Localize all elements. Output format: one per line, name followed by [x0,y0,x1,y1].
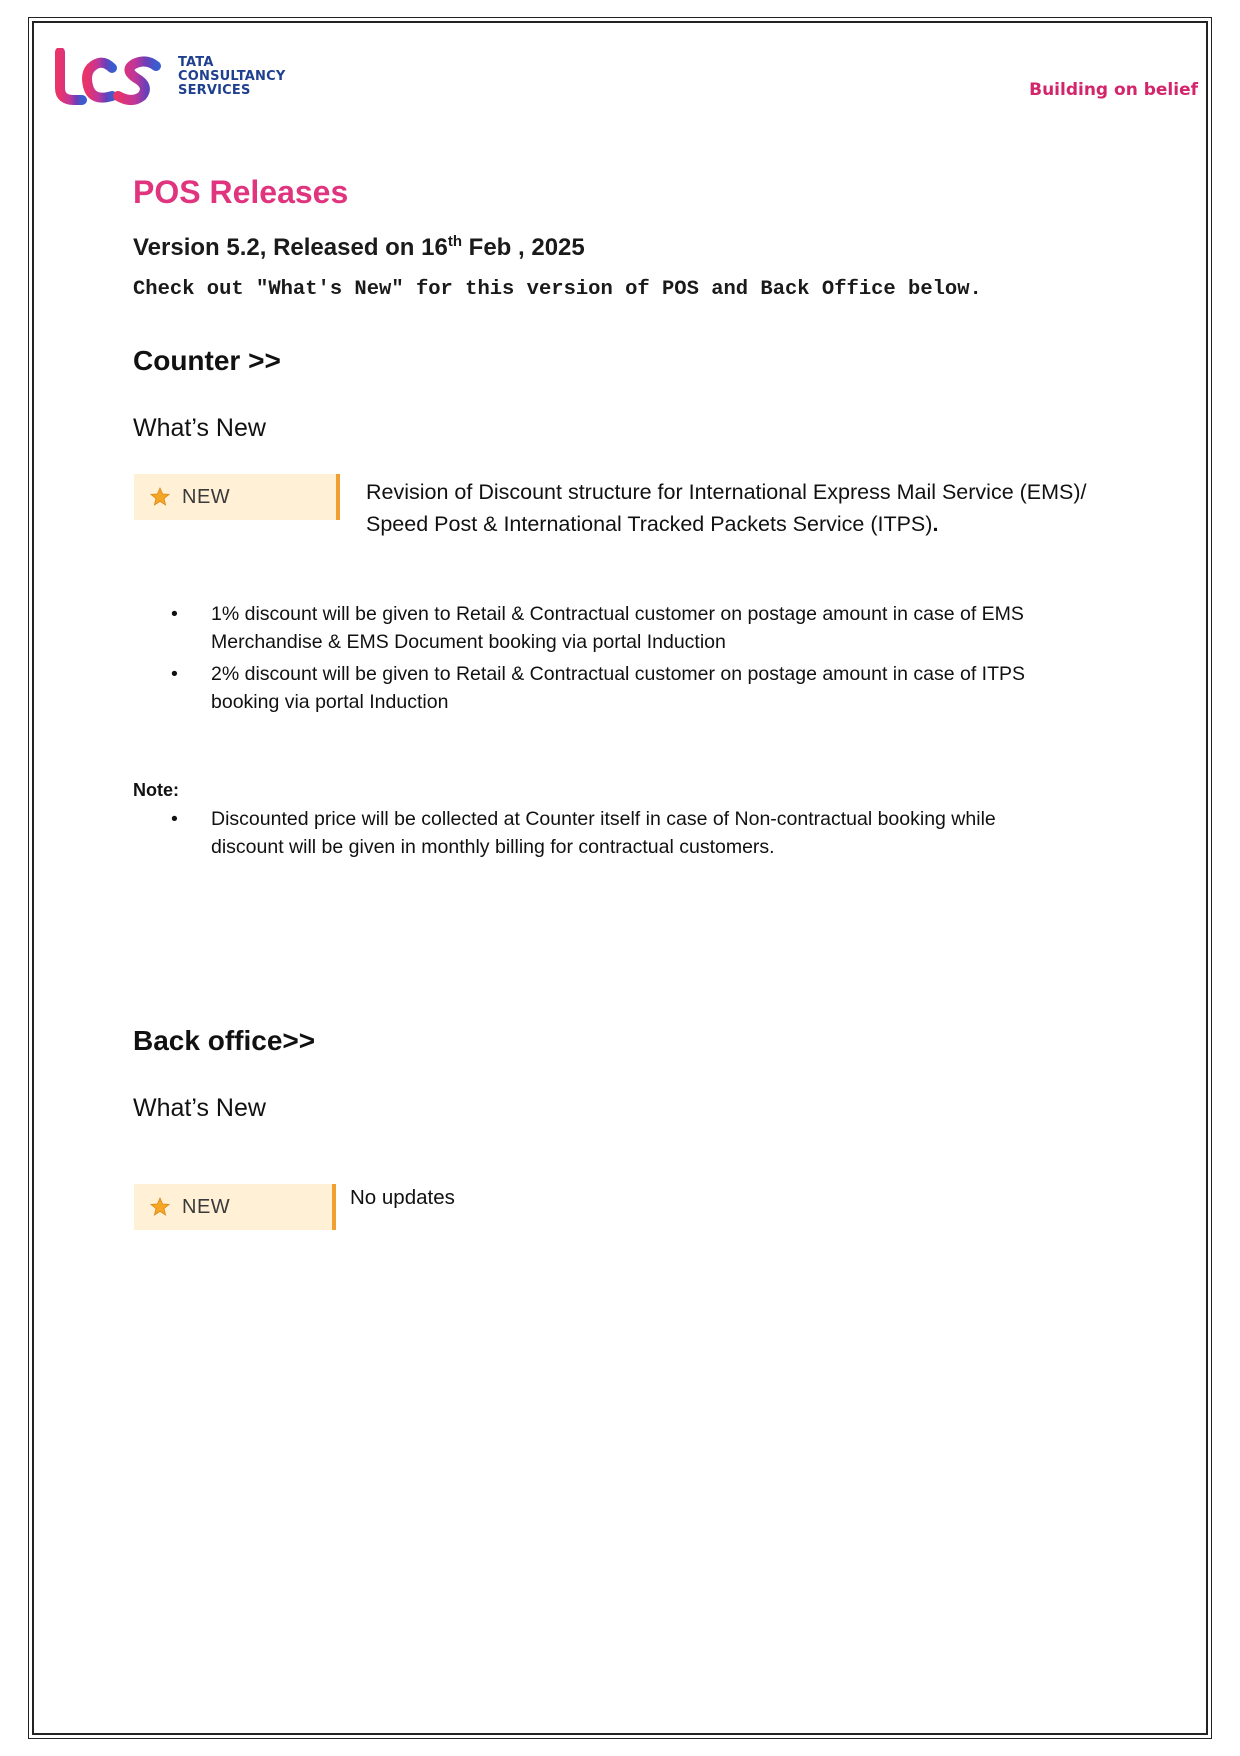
note-list [133,805,1071,865]
back-office-heading: Back office>> [133,1025,316,1056]
counter-new-badge [134,474,340,520]
list-item: • Discounted price will be collected at Counter itself in case of Non-contractual booking while discount will be given in monthly billing for contractual customers. [133,805,1071,861]
logo-line-3: SERVICES [178,83,251,98]
checkout-text: Check out "What's New" for this version of POS and Back Office below. [133,278,982,301]
tcs-logo-text [178,56,285,98]
tcs-logo [46,48,285,106]
version-suffix: Feb , 2025 [462,234,585,261]
list-item: • 1% discount will be given to Retail & Contractual customer on postage amount in case of EMS Merchandise & EMS Document booking via portal Induction [133,600,1071,656]
version-superscript: th [447,233,462,250]
counter-discount-list [133,600,1071,720]
counter-heading: Counter >> [133,345,281,376]
version-prefix: Version 5.2, Released on 16 [133,234,448,261]
back-office-new-badge [134,1184,336,1230]
star-icon [150,487,170,507]
counter-feature-text [366,476,1126,540]
page-title: POS Releases [133,174,349,210]
counter-whats-new: What’s New [133,414,266,442]
back-office-status: No updates [350,1186,455,1209]
new-badge-label: NEW [182,485,231,508]
new-badge-label: NEW [182,1195,231,1218]
logo-line-1: TATA [178,55,214,70]
tagline: Building on belief [1029,80,1198,100]
back-office-whats-new: What’s New [133,1094,266,1122]
tcs-logo-mark [46,48,164,106]
feature-end: . [932,512,939,536]
note-label: Note: [133,780,179,800]
feature-main: Revision of Discount structure for International Express Mail Service (EMS)/ Speed Post & International Tracked Packets Service (ITPS) [366,480,1087,536]
logo-line-2: CONSULTANCY [178,69,286,84]
version-line [133,233,585,262]
list-item: • 2% discount will be given to Retail & Contractual customer on postage amount in case of ITPS booking via portal Induction [133,660,1071,716]
star-icon [150,1197,170,1217]
